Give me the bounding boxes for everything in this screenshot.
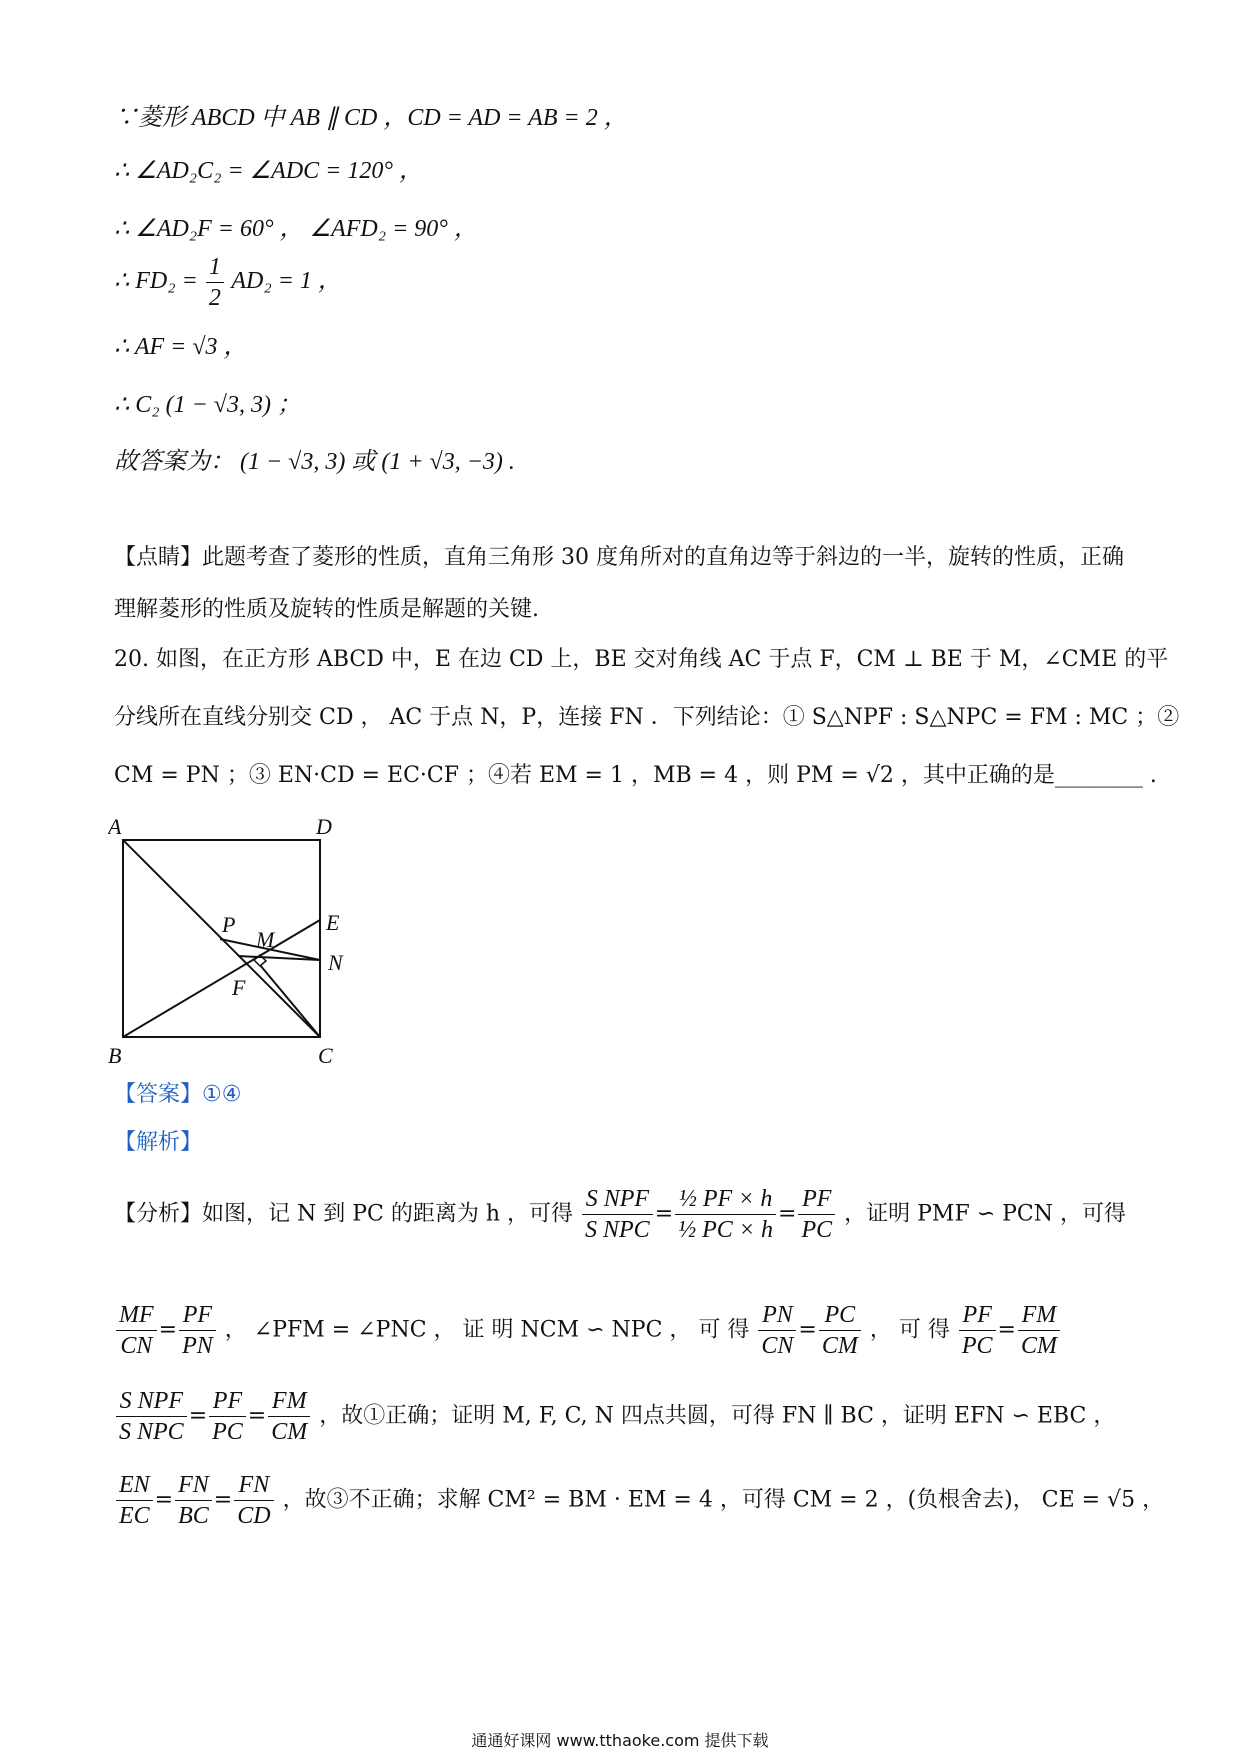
p2-f2-den: PN — [182, 1333, 213, 1359]
p1-f3-num: PF — [798, 1184, 835, 1215]
analysis-p2-mid: ， ∠PFM = ∠PNC ， 证 明 NCM ∽ NPC ， 可 得 — [224, 1317, 750, 1343]
p1-f3-den: PC — [801, 1217, 833, 1243]
p2-f5-den: PC — [961, 1333, 993, 1359]
analysis-p1-prefix: 【分析】如图，记 N 到 PC 的距离为 h ，可得 — [114, 1201, 574, 1227]
p4-frac-1 — [116, 1470, 153, 1531]
text-line-3: ∴ ∠AD₂F = 60° ， ∠AFD₂ = 90° ， — [114, 216, 478, 242]
p4-f3-den: CD — [237, 1503, 271, 1529]
analysis-paragraph-1: 【分析】如图，记 N 到 PC 的距离为 h ，可得 $\frac{\text{S NPF}}{\text{S NPC}}$ = $\frac{\text{½ PF × h}}{\text{½ PC × h}}$ = $\frac{PF}{PC}$ ，证明 PMF ∽ PCN ，可得 — [114, 1186, 1127, 1243]
label-b: B — [108, 1043, 122, 1068]
text-line-6: ∴ C₂ (1 − √3, 3) ； — [114, 392, 301, 418]
text-line-2: ∴ ∠AD₂C₂ = ∠ADC = 120° ， — [114, 158, 423, 184]
page-footer: 通通好课网 www.tthaoke.com 提供下载 — [471, 1731, 769, 1750]
analysis-p3-suffix: ，故①正确；证明 M, F, C, N 四点共圆，可得 FN ∥ BC ，证明 EFN ∽ EBC ， — [319, 1403, 1116, 1429]
dianjing-line-1: 【点睛】此题考查了菱形的性质，直角三角形 30 度角所对的直角边等于斜边的一半，旋转的性质，正确 — [114, 545, 1124, 570]
p4-f2-den: BC — [178, 1503, 209, 1529]
dianjing-line-2: 理解菱形的性质及旋转的性质是解题的关键. — [114, 597, 539, 622]
p3-f3-den: CM — [271, 1419, 308, 1445]
text-line-7: 故答案为： (1 − √3, 3) 或 (1 + √3, −3) . — [114, 449, 515, 475]
question-20-line-1: 20. 如图，在正方形 ABCD 中，E 在边 CD 上，BE 交对角线 AC 于点 F，CM ⊥ BE 于 M，∠CME 的平 — [114, 647, 1169, 672]
p3-frac-2 — [209, 1386, 246, 1447]
p1-f2-den: ½ PC × h — [678, 1217, 774, 1243]
line4-fraction — [206, 252, 224, 313]
analysis-p1-suffix: ，证明 PMF ∽ PCN ，可得 — [844, 1201, 1127, 1227]
label-d: D — [316, 814, 332, 839]
p2-frac-3 — [758, 1300, 796, 1361]
p1-f1-den: S NPC — [585, 1217, 650, 1243]
p2-frac-6 — [1018, 1300, 1060, 1361]
analysis-p1-frac-2 — [675, 1184, 776, 1245]
p2-f4-den: CM — [821, 1333, 858, 1359]
p2-frac-4 — [819, 1300, 861, 1361]
text-line-4 — [114, 252, 342, 313]
p2-f1-den: CN — [120, 1333, 153, 1359]
analysis-p1-frac-1 — [582, 1184, 653, 1245]
label-a: A — [108, 814, 122, 839]
p2-f1-num: MF — [116, 1300, 157, 1331]
p3-f2-num: PF — [209, 1386, 246, 1417]
answer-line: 【答案】①④ — [114, 1082, 242, 1107]
p4-frac-3 — [234, 1470, 273, 1531]
label-e: E — [326, 910, 340, 935]
line4-num: 1 — [206, 252, 224, 283]
p3-f1-num: S NPF — [116, 1386, 187, 1417]
text-line-1: ∵菱形 ABCD 中 AB ∥ CD ，CD = AD = AB = 2 ， — [114, 105, 628, 131]
line4-prefix: ∴ FD₂ = — [114, 268, 198, 295]
p1-f1-num: S NPF — [582, 1184, 653, 1215]
geometry-figure — [108, 810, 368, 1070]
p3-f2-den: PC — [212, 1419, 243, 1445]
p3-frac-1 — [116, 1386, 187, 1447]
p2-f3-den: CN — [761, 1333, 794, 1359]
line4-den: 2 — [208, 285, 221, 311]
label-c: C — [318, 1043, 333, 1068]
p4-frac-2 — [175, 1470, 212, 1531]
p3-f3-num: FM — [268, 1386, 310, 1417]
p3-f1-den: S NPC — [119, 1419, 184, 1445]
p4-f2-num: FN — [175, 1470, 212, 1501]
label-f: F — [232, 975, 246, 1000]
p2-frac-2 — [179, 1300, 216, 1361]
analysis-p4-suffix: ，故③不正确；求解 CM² = BM · EM = 4 ，可得 CM = 2 ，(负根舍去)， CE = √5 ， — [282, 1487, 1165, 1513]
p3-frac-3 — [268, 1386, 310, 1447]
p2-frac-1 — [116, 1300, 157, 1361]
p2-f4-num: PC — [819, 1300, 861, 1331]
p2-f6-den: CM — [1020, 1333, 1057, 1359]
question-20-line-2: 分线所在直线分别交 CD ， AC 于点 N，P，连接 FN ．下列结论：① S△NPF : S△NPC = FM : MC ；② — [114, 705, 1180, 730]
segment-cm — [260, 965, 320, 1037]
p4-f3-num: FN — [234, 1470, 273, 1501]
p2-f3-num: PN — [758, 1300, 796, 1331]
analysis-p1-frac-3 — [798, 1184, 835, 1245]
p4-f1-den: EC — [119, 1503, 150, 1529]
p2-frac-5 — [959, 1300, 996, 1361]
analysis-paragraph-2: $\frac{MF}{CN}$ = $\frac{PF}{PN}$ ， ∠PFM = ∠PNC ， 证 明 NCM ∽ NPC ， 可 得 $\frac{PN}{CN}$ = $\frac{PC}{CM}$ ， 可 得 $\frac{PF}{PC}$ = $\frac{FM}{CM}$ — [114, 1300, 1062, 1361]
analysis-paragraph-4: $\frac{EN}{EC}$ = $\frac{FN}{BC}$ = $\frac{FN}{CD}$ ，故③不正确；求解 CM² = BM · EM = 4 ，可得 CM = 2 ，(负根舍去)， CE = √5 ， — [114, 1470, 1164, 1531]
line4-suffix: AD₂ = 1 ， — [231, 268, 342, 295]
label-n: N — [328, 950, 343, 975]
analysis-p2-mid2: ， 可 得 — [869, 1317, 950, 1343]
p4-f1-num: EN — [116, 1470, 153, 1501]
p2-f2-num: PF — [179, 1300, 216, 1331]
label-m: M — [256, 927, 275, 952]
p2-f5-num: PF — [959, 1300, 996, 1331]
analysis-heading: 【解析】 — [114, 1130, 203, 1155]
p2-f6-num: FM — [1018, 1300, 1060, 1331]
question-20-line-3: CM = PN ；③ EN·CD = EC·CF ；④若 EM = 1 ，MB = 4 ，则 PM = √2 ，其中正确的是________ . — [114, 763, 1157, 788]
label-p: P — [222, 912, 236, 937]
analysis-paragraph-3: $\frac{\text{S NPF}}{\text{S NPC}}$ = $\frac{PF}{PC}$ = $\frac{FM}{CM}$ ，故①正确；证明 M, F, C, N 四点共圆，可得 FN ∥ BC ，证明 EFN ∽ EBC ， — [114, 1386, 1115, 1447]
text-line-5: ∴ AF = √3 ， — [114, 334, 248, 360]
p1-f2-num: ½ PF × h — [675, 1184, 776, 1215]
